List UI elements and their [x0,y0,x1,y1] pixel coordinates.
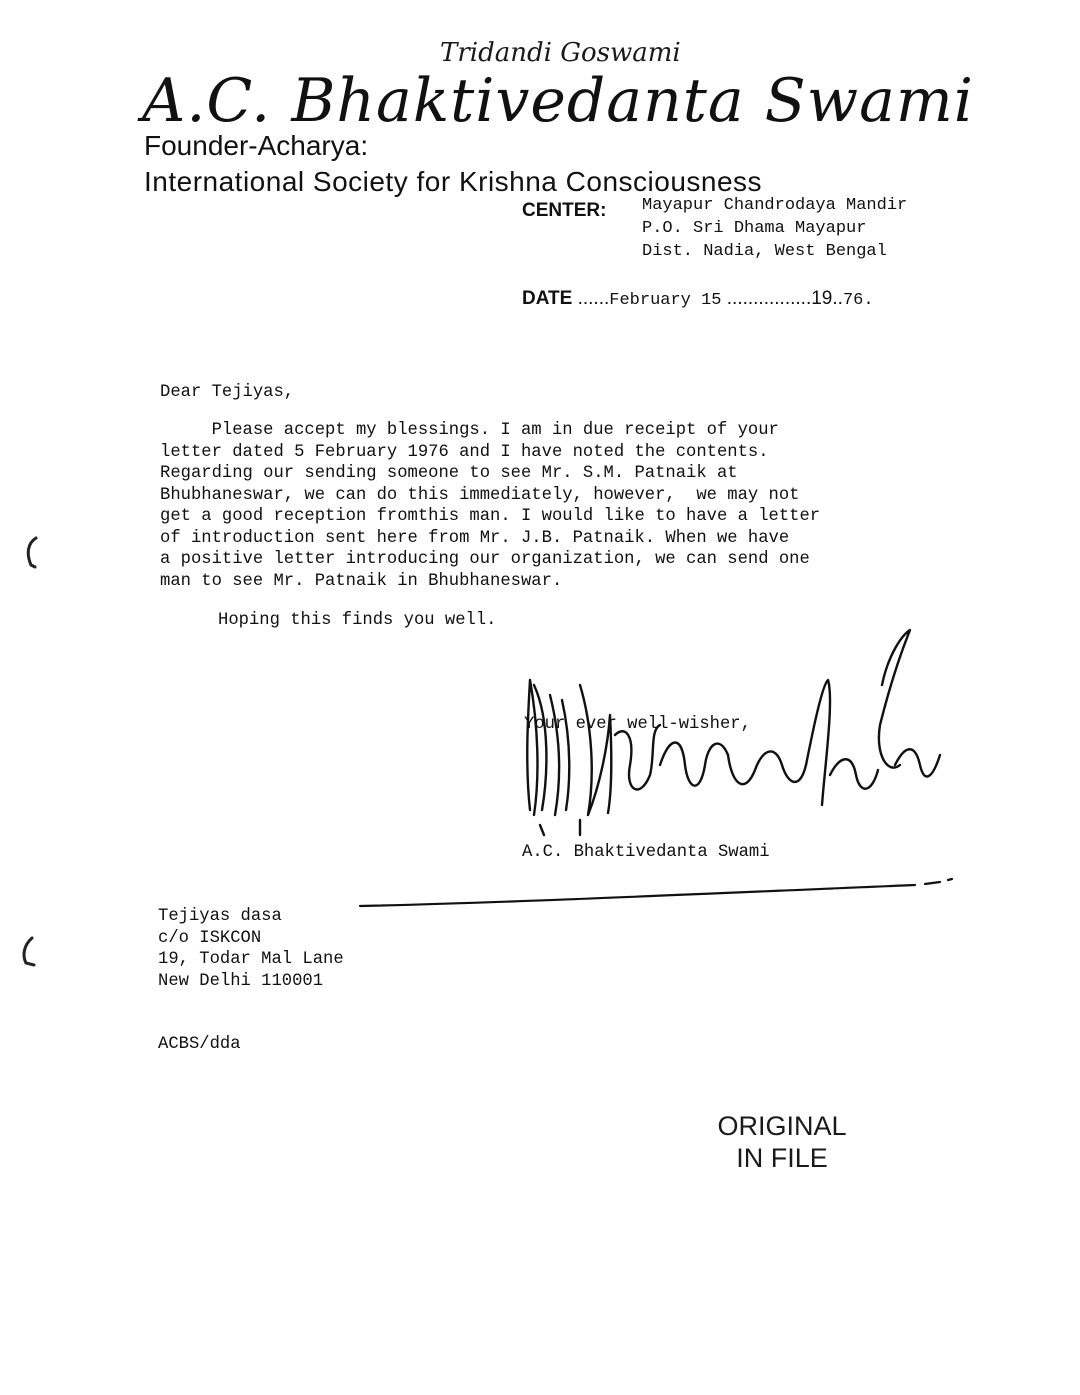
margin-mark [18,935,40,969]
recipient-address [158,906,344,992]
letter-body [160,420,820,592]
center-address [642,194,907,263]
reference-initials: ACBS/dda [158,1035,241,1054]
date-dots: .. [832,288,843,309]
body-line: a positive letter introducing our organization, we can send one [160,550,810,569]
center-address-line: Mayapur Chandrodaya Mandir [642,196,908,215]
date-label: DATE [522,288,573,309]
body-line: man to see Mr. Patnaik in Bhubhaneswar. [160,571,563,591]
center-address-line: P.O. Sri Dhama Mayapur [642,219,867,238]
stamp-line: IN FILE [736,1143,828,1173]
recipient-line: Tejiyas dasa [158,907,282,926]
closing-line: Hoping this finds you well. [218,611,497,630]
original-in-file-stamp [712,1110,852,1174]
center-label: CENTER: [522,200,607,221]
body-line: Regarding our sending someone to see Mr. S.M. Patnaik at [160,464,738,483]
center-address-line: Dist. Nadia, West Bengal [642,242,887,261]
date-dots: ................ [721,288,812,309]
date-dots: ...... [572,288,610,309]
date-month-day: February 15 [609,291,722,310]
letterhead-name: A.C. Bhaktivedanta Swami [142,66,974,136]
letterhead-role: Founder-Acharya: [144,130,369,161]
body-line: Bhubhaneswar, we can do this immediately, however, we may not [160,485,800,505]
date-century: 19 [811,288,833,309]
date-year: 76. [842,291,874,310]
salutation: Dear Tejiyas, [160,383,295,402]
sign-off: Your ever well-wisher, [524,715,751,734]
date-row [522,288,874,310]
body-line: letter dated 5 February 1976 and I have noted the contents. [160,442,769,462]
body-line: get a good reception fromthis man. I would like to have a letter [160,507,821,526]
recipient-line: 19, Todar Mal Lane [158,950,344,969]
stamp-line: ORIGINAL [717,1111,847,1141]
handwritten-signature [500,625,950,840]
recipient-line: New Delhi 110001 [158,971,324,991]
margin-mark [22,535,42,569]
recipient-line: c/o ISKCON [158,928,262,948]
body-line: of introduction sent here from Mr. J.B. Patnaik. When we have [160,528,790,548]
divider-rule [350,872,960,912]
letterhead-title-line: Tridandi Goswami [440,38,681,68]
body-line: Please accept my blessings. I am in due receipt of your [160,421,779,440]
letterhead-society: International Society for Krishna Consciousness [144,166,763,197]
signer-name: A.C. Bhaktivedanta Swami [522,843,770,862]
